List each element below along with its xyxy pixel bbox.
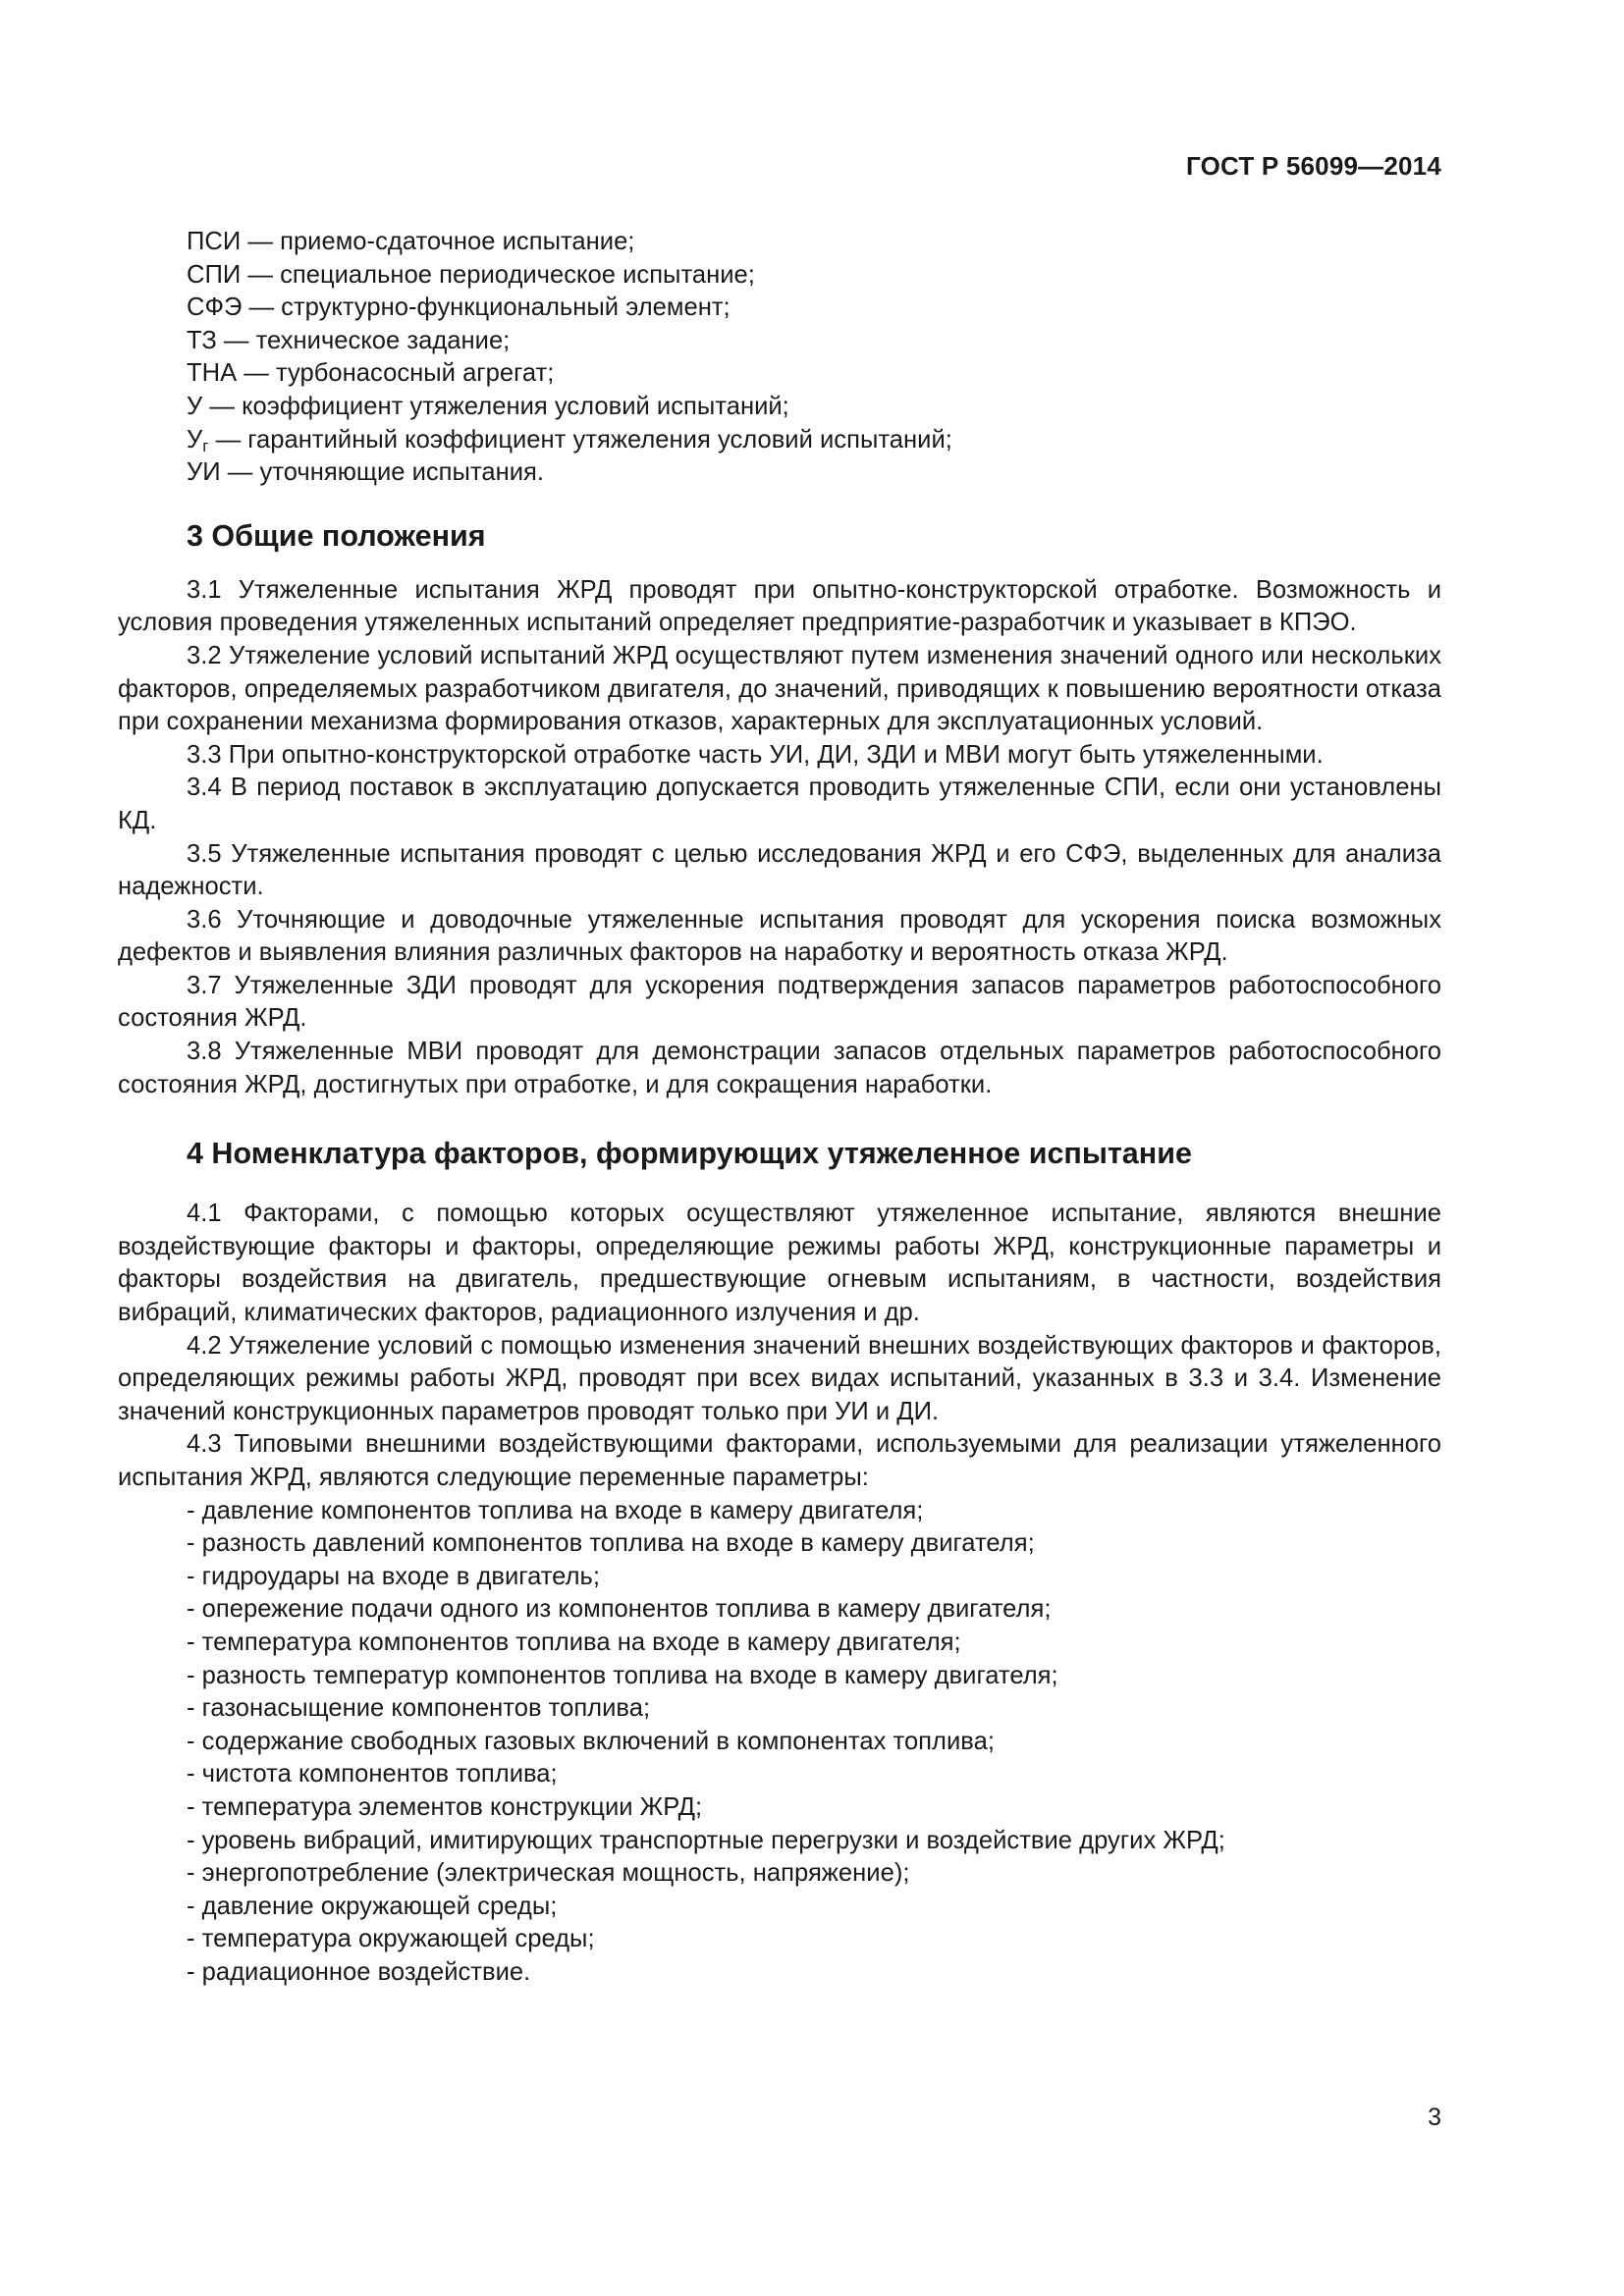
- abbreviation-list: [118, 226, 1441, 490]
- factor-item: - газонасыщение компонентов топлива;: [187, 1694, 651, 1723]
- section-3-heading: 3 Общие положения: [187, 518, 486, 553]
- factor-item: - энергопотребление (электрическая мощность, напряжение);: [187, 1859, 910, 1888]
- paragraph-3-4: 3.4 В период поставок в эксплуатацию допускается проводить утяжеленные СПИ, если они установлены КД.: [118, 774, 1441, 834]
- paragraph-3-7: 3.7 Утяжеленные ЗДИ проводят для ускорения подтверждения запасов параметров работоспособного состояния ЖРД.: [118, 971, 1441, 1033]
- section-3-body: [118, 574, 1441, 1102]
- paragraph-3-1: 3.1 Утяжеленные испытания ЖРД проводят при опытно-конструкторской отработке. Возможность и условия проведения утяжеленных испытаний определяет предприятие-разработчик и указывает в КПЭО.: [118, 575, 1441, 637]
- abbreviation-item: ТЗ — техническое задание;: [187, 326, 511, 354]
- paragraph-3-3: 3.3 При опытно-конструкторской отработке часть УИ, ДИ, ЗДИ и МВИ могут быть утяжеленными.: [187, 740, 1324, 769]
- paragraph-4-2: 4.2 Утяжеление условий с помощью изменения значений внешних воздействующих факторов и факторов, определяющих режимы работы ЖРД, проводят при всех видах испытаний, указанных в 3.3 и 3.4. Изменение значений конструкционных параметров проводят только при УИ и ДИ.: [118, 1331, 1441, 1425]
- page-number: 3: [1428, 2104, 1441, 2131]
- factor-item: - чистота компонентов топлива;: [187, 1760, 558, 1789]
- paragraph-3-2: 3.2 Утяжеление условий испытаний ЖРД осуществляют путем изменения значений одного или нескольких факторов, определяемых разработчиком двигателя, до значений, приводящих к повышению вероятности отказа при сохранении механизма формирования отказов, характерных для эксплуатационных условий.: [118, 641, 1441, 736]
- factor-item: - содержание свободных газовых включений в компонентах топлива;: [187, 1727, 995, 1755]
- paragraph-3-5: 3.5 Утяжеленные испытания проводят с целью исследования ЖРД и его СФЭ, выделенных для анализа надежности.: [118, 839, 1441, 901]
- abbreviation-symbol: У: [187, 425, 203, 454]
- factor-item: - радиационное воздействие.: [187, 1957, 531, 1986]
- abbreviation-item: УИ — уточняющие испытания.: [187, 458, 545, 487]
- abbreviation-item: ПСИ — приемо-сдаточное испытание;: [187, 228, 635, 255]
- factor-item: - разность температур компонентов топлива на входе в камеру двигателя;: [187, 1661, 1058, 1689]
- factor-item: - давление окружающей среды;: [187, 1892, 558, 1920]
- factor-item: - разность давлений компонентов топлива на входе в камеру двигателя;: [187, 1529, 1035, 1558]
- factor-item: - гидроудары на входе в двигатель;: [187, 1562, 600, 1590]
- factor-item: - опережение подачи одного из компонентов топлива в камеру двигателя;: [187, 1595, 1052, 1624]
- factor-item: - давление компонентов топлива на входе в камеру двигателя;: [187, 1496, 924, 1524]
- paragraph-4-3: 4.3 Типовыми внешними воздействующими факторами, используемыми для реализации утяжеленного испытания ЖРД, являются следующие переменные параметры:: [118, 1430, 1441, 1491]
- section-4-heading: 4 Номенклатура факторов, формирующих утяжеленное испытание: [187, 1137, 1192, 1171]
- factor-item: - температура элементов конструкции ЖРД;: [187, 1792, 703, 1821]
- factor-item: - температура компонентов топлива на входе в камеру двигателя;: [187, 1628, 961, 1656]
- paragraph-3-6: 3.6 Уточняющие и доводочные утяжеленные испытания проводят для ускорения поиска возможных дефектов и выявления влияния различных факторов на наработку и вероятность отказа ЖРД.: [118, 905, 1441, 967]
- paragraph-4-1: 4.1 Факторами, с помощью которых осуществляют утяжеленное испытание, являются внешние воздействующие факторы и факторы, определяющие режимы работы ЖРД, конструкционные параметры и факторы воздействия на двигатель, предшествующие огневым испытаниям, в частности, воздействия вибраций, климатических факторов, радиационного излучения и др.: [118, 1200, 1441, 1327]
- factor-item: - температура окружающей среды;: [187, 1925, 595, 1953]
- abbreviation-definition: — гарантийный коэффициент утяжеления условий испытаний;: [208, 425, 952, 454]
- factor-list: [118, 1495, 1441, 1990]
- document-code: ГОСТ Р 56099—2014: [1186, 151, 1441, 181]
- paragraph-3-8: 3.8 Утяжеленные МВИ проводят для демонстрации запасов отдельных параметров работоспособного состояния ЖРД, достигнутых при отработке, и для сокращения наработки.: [118, 1038, 1441, 1098]
- abbreviation-item: СПИ — специальное периодическое испытание;: [187, 260, 755, 289]
- abbreviation-item-ug: [187, 424, 1441, 457]
- section-4-body: [118, 1198, 1441, 1989]
- abbreviation-subscript: г: [202, 436, 209, 455]
- abbreviation-item: ТНА — турбонасосный агрегат;: [187, 359, 555, 388]
- factor-item: - уровень вибраций, имитирующих транспортные перегрузки и воздействие других ЖРД;: [187, 1826, 1225, 1854]
- abbreviation-item: СФЭ — структурно-функциональный элемент;: [187, 294, 731, 322]
- abbreviation-item: У — коэффициент утяжеления условий испытаний;: [187, 392, 789, 420]
- page-content: [118, 226, 1441, 1990]
